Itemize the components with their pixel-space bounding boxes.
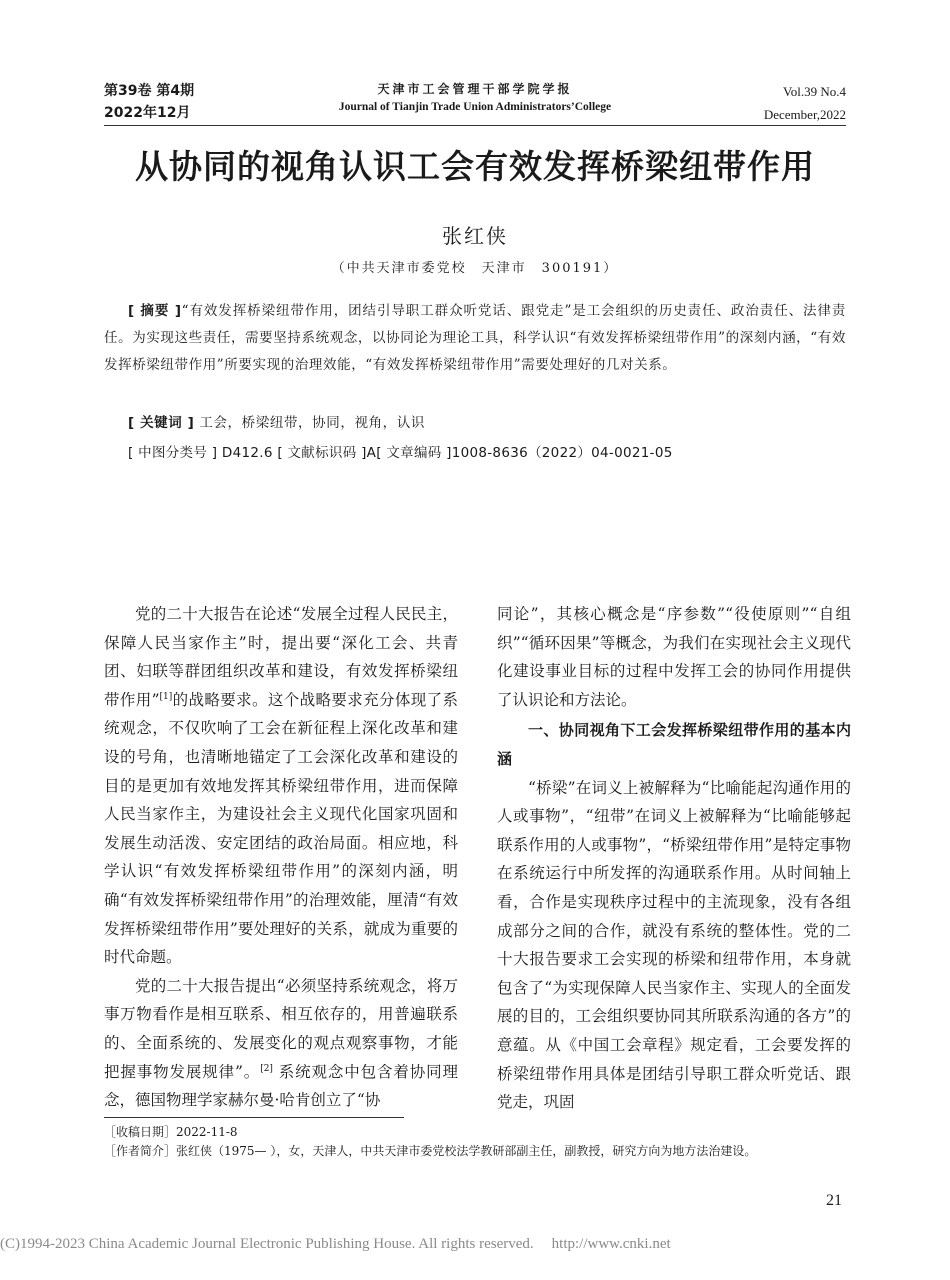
journal-issue-en <box>764 80 846 126</box>
footnote-received-date: ［收稿日期］2022-11-8 <box>104 1125 238 1139</box>
body-paragraph <box>104 600 458 972</box>
body-column-right <box>497 600 851 1117</box>
journal-issue-cn <box>104 80 194 124</box>
footnote-rule <box>104 1117 404 1118</box>
volume-cn: 第39卷 第4期 <box>104 83 195 99</box>
keywords-text: 工会，桥梁纽带，协同，视角，认识 <box>194 415 425 431</box>
keywords-label: [ 关键词 ] <box>128 415 195 431</box>
journal-name-en: Journal of Tianjin Trade Union Administrators’College <box>338 101 612 113</box>
classification-line: [ 中图分类号 ] D412.6 [ 文献标识码 ]A[ 文章编码 ]1008-8636（2022）04-0021-05 <box>128 445 673 461</box>
date-cn: 2022年12月 <box>104 105 191 121</box>
author-affiliation: （中共天津市委党校 天津市 300191） <box>331 261 619 276</box>
body-paragraph <box>104 972 458 1115</box>
citation-ref[interactable]: [2] <box>260 1063 273 1074</box>
article-title: 从协同的视角认识工会有效发挥桥梁纽带作用 <box>135 147 815 186</box>
copyright-line <box>0 1236 671 1253</box>
journal-name <box>300 80 650 116</box>
date-en: December,2022 <box>763 107 846 122</box>
abstract-text: “有效发挥桥梁纽带作用，团结引导职工群众听党话、跟党走”是工会组织的历史责任、政治责任、法律责任。为实现这些责任，需要坚持系统观念，以协同论为理论工具，科学认识“有效发挥桥梁纽带作用”的深刻内涵，“有效发挥桥梁纽带作用”所要实现的治理效能，“有效发挥桥梁纽带作用”需要处理好的几对关系。 <box>104 303 846 373</box>
page-number: 21 <box>826 1192 842 1209</box>
section-heading: 一、协同视角下工会发挥桥梁纽带作用的基本内涵 <box>497 721 851 768</box>
citation-ref[interactable]: [1] <box>159 691 173 702</box>
paragraph-text: 党的二十大报告提出“必须坚持系统观念，将万事万物看作是相互联系、相互依存的，用普遍联系的、全面系统的、发展变化的观点观察事物，才能把握事物发展规律”。 <box>104 976 458 1081</box>
paragraph-text: 党的二十大报告在论述“发展全过程人民民主，保障人民当家作主”时，提出要“深化工会、共青团、妇联等群团组织改革和建设，有效发挥桥梁纽带作用” <box>104 605 458 709</box>
abstract-label: [ 摘要 ] <box>128 303 182 319</box>
header-rule <box>104 125 846 126</box>
paragraph-text: 的战略要求。这个战略要求充分体现了系统观念，不仅吹响了工会在新征程上深化改革和建设的号角，也清晰地锚定了工会深化改革和建设的目的是更加有效地发挥其桥梁纽带作用，进而保障人民当家作主，为建设社会主义现代化国家巩固和发展生动活泼、安定团结的政治局面。相应地，科学认识“有效发挥桥梁纽带作用”的深刻内涵，明确“有效发挥桥梁纽带作用”的治理效能，厘清“有效发挥桥梁纽带作用”要处理好的关系，就成为重要的时代命题。 <box>104 690 458 967</box>
body-column-left <box>104 600 458 1115</box>
volume-en: Vol.39 No.4 <box>783 84 846 99</box>
author-name: 张红侠 <box>442 224 508 248</box>
paragraph-text: 系统观念中包含着协同理念，德国物理学家赫尔曼·哈肯创立了“协 <box>104 1062 458 1110</box>
abstract <box>104 298 846 379</box>
body-paragraph-continued: 同论”，其核心概念是“序参数”“役使原则”“自组织”“循环因果”等概念，为我们在实现社会主义现代化建设事业目标的过程中发挥工会的协同作用提供了认识论和方法论。 <box>497 605 851 709</box>
footnote-author-bio: ［作者简介］张红侠（1975— ），女，天津人，中共天津市委党校法学教研部副主任，副教授，研究方向为地方法治建设。 <box>104 1144 757 1158</box>
body-paragraph: “桥梁”在词义上被解释为“比喻能起沟通作用的人或事物”，“纽带”在词义上被解释为“比喻能够起联系作用的人或事物”，“桥梁纽带作用”是特定事物在系统运行中所发挥的沟通联系作用。从时间轴上看，合作是实现秩序过程中的主流现象，没有各组成部分之间的合作，就没有系统的整体性。党的二十大报告要求工会实现的桥梁和纽带作用，本身就包含了“为实现保障人民当家作主、实现人的全面发展的目的，工会组织要协同其所联系沟通的各方”的意蕴。从《中国工会章程》规定看，工会要发挥的桥梁纽带作用具体是团结引导职工群众听党话、跟党走，巩固 <box>497 778 851 1112</box>
copyright-text: (C)1994-2023 China Academic Journal Electronic Publishing House. All rights reserved. <box>0 1236 534 1252</box>
copyright-url[interactable]: http://www.cnki.net <box>551 1236 671 1252</box>
keywords <box>104 410 425 437</box>
journal-name-cn: 天津市工会管理干部学院学报 <box>377 82 573 96</box>
